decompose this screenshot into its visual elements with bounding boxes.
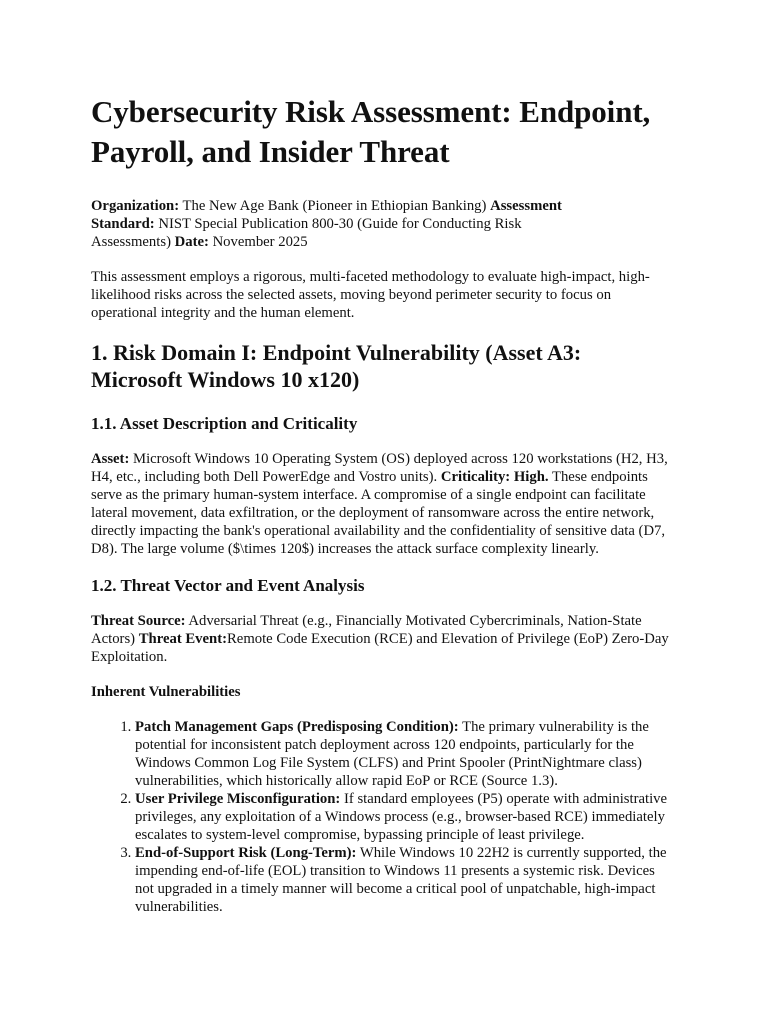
- intro-paragraph: This assessment employs a rigorous, multi-faceted methodology to evaluate high-impact, high-likelihood risks across the selected assets, moving beyond perimeter security to focus on operational integrity and the human element.: [91, 269, 650, 321]
- list-item-label: End-of-Support Risk (Long-Term):: [135, 845, 357, 861]
- date-label: Date:: [174, 234, 209, 250]
- standard-value: NIST Special Publication 800-30 (Guide for Conducting Risk Assessments): [91, 216, 522, 250]
- asset-text: Microsoft Windows 10 Operating System (OS) deployed across 120 workstations (H2, H3, H4, etc., including both Dell PowerEdge and Vostro units).: [91, 451, 668, 485]
- asset-description-paragraph: [91, 450, 677, 558]
- date-value: November 2025: [208, 234, 308, 250]
- threat-event-label: Threat Event:: [138, 631, 227, 647]
- document-meta: [91, 197, 591, 251]
- list-item-text: While Windows 10 22H2 is currently supported, the impending end-of-life (EOL) transition to Windows 11 presents a systemic risk. Devices not upgraded in a timely manner will become a critical pool of unpatchable, high-impact vulnerabilities.: [135, 845, 667, 915]
- organization-label: Organization:: [91, 198, 180, 214]
- vulnerability-list: [91, 718, 677, 916]
- list-item-label: User Privilege Misconfiguration:: [135, 791, 341, 807]
- organization-value: The New Age Bank (Pioneer in Ethiopian Banking): [179, 198, 491, 214]
- list-item-text: The primary vulnerability is the potential for inconsistent patch deployment across 120 endpoints, particularly for the Windows Common Log File System (CLFS) and Print Spooler (PrintNightmare class) vulnerabilities, which historically allow rapid EoP or RCE (Source 1.3).: [135, 719, 649, 789]
- criticality-text: These endpoints serve as the primary human-system interface. A compromise of a single endpoint can facilitate lateral movement, data exfiltration, or the deployment of ransomware across the entire network, directly impacting the bank's operational availability and the confidentiality of sensitive data (D7, D8). The large volume ($\times 120$) increases the attack surface complexity linearly.: [91, 469, 666, 557]
- standard-label: Assessment Standard:: [91, 198, 562, 232]
- asset-label: Asset:: [91, 451, 130, 467]
- list-item-label: Patch Management Gaps (Predisposing Condition):: [135, 719, 459, 735]
- inherent-vulnerabilities-heading: Inherent Vulnerabilities: [91, 684, 241, 700]
- list-item-text: If standard employees (P5) operate with administrative privileges, any exploitation of a Windows process (e.g., browser-based RCE) immediately escalates to system-level compromise, bypassing principle of least privilege.: [135, 791, 668, 843]
- document-title: Cybersecurity Risk Assessment: Endpoint, Payroll, and Insider Threat: [91, 94, 651, 169]
- threat-source-label: Threat Source:: [91, 613, 186, 629]
- list-item: [135, 718, 677, 790]
- section-1-heading: 1. Risk Domain I: Endpoint Vulnerability (Asset A3: Microsoft Windows 10 x120): [91, 340, 582, 392]
- list-item: [135, 844, 677, 916]
- threat-source-text: Adversarial Threat (e.g., Financially Motivated Cybercriminals, Nation-State Actors): [91, 613, 642, 647]
- section-1-1-heading: 1.1. Asset Description and Criticality: [91, 414, 358, 433]
- list-item: [135, 790, 677, 844]
- threat-event-text: Remote Code Execution (RCE) and Elevation of Privilege (EoP) Zero-Day Exploitation.: [91, 631, 669, 665]
- section-1-2-heading: 1.2. Threat Vector and Event Analysis: [91, 576, 365, 595]
- criticality-label: Criticality: High.: [440, 469, 549, 485]
- threat-paragraph: [91, 612, 677, 666]
